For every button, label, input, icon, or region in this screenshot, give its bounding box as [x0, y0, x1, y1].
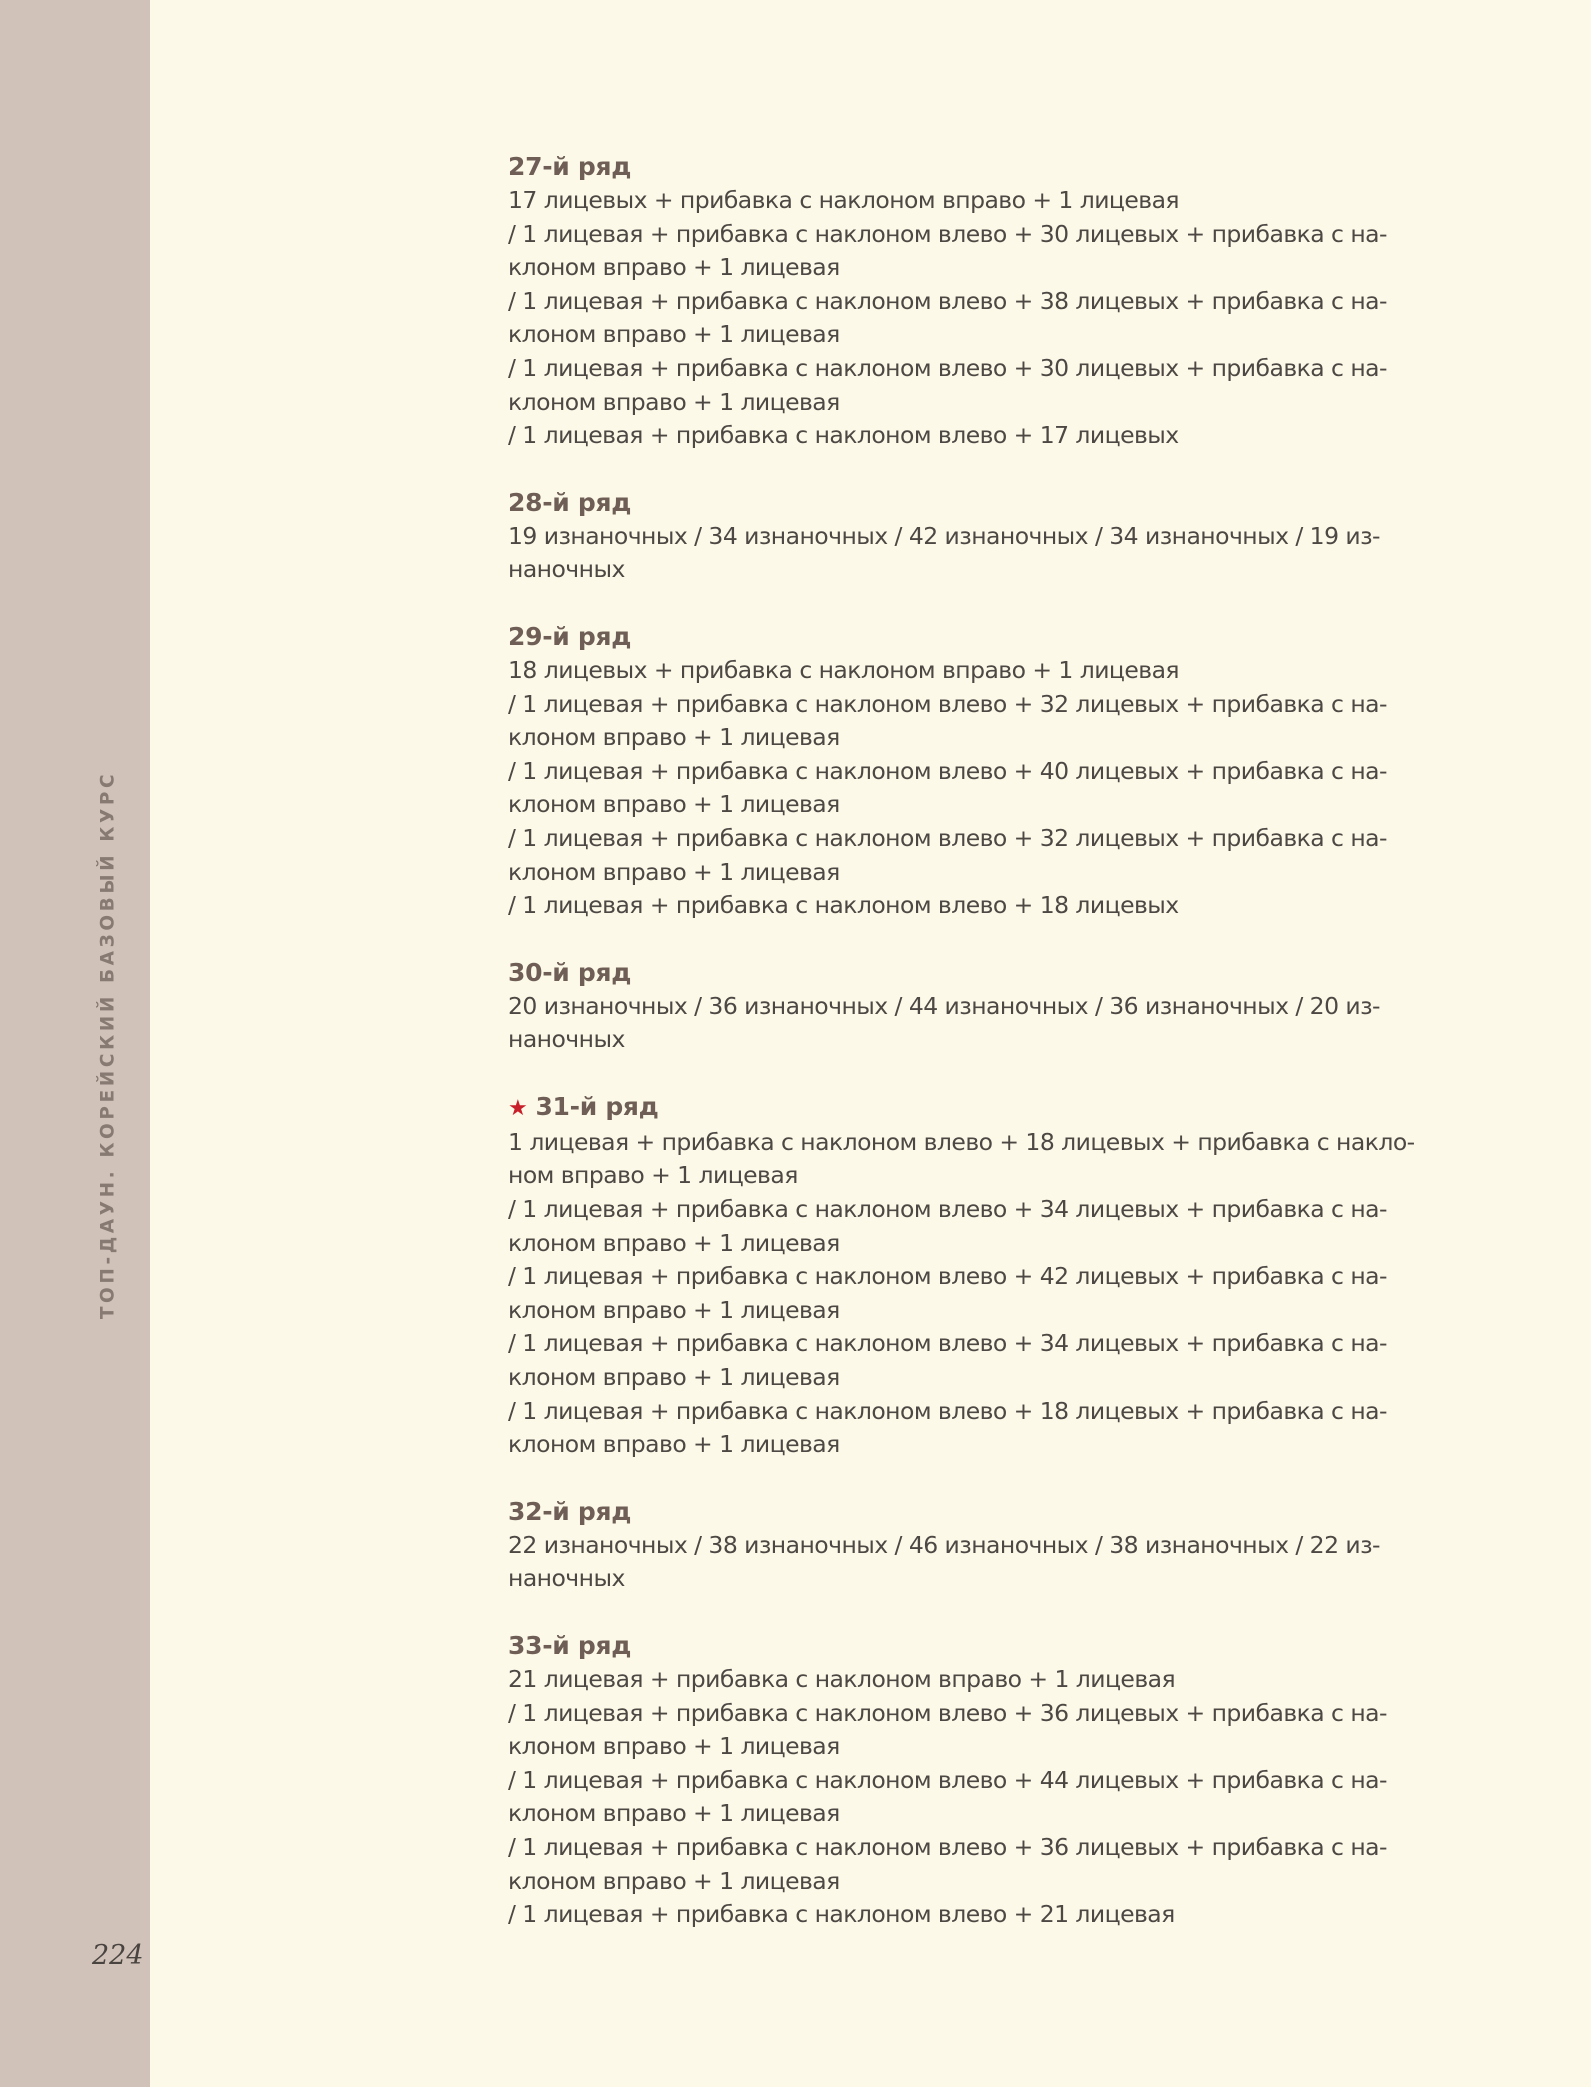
row-block: [508, 956, 1408, 1057]
instruction-line: / 1 лицевая + прибавка с наклоном влево + 17 лицевых: [508, 421, 1179, 450]
row-block: [508, 486, 1408, 587]
instruction-line: / 1 лицевая + прибавка с наклоном влево + 18 лицевых: [508, 891, 1179, 920]
instruction-line: / 1 лицевая + прибавка с наклоном влево + 32 лицевых + прибавка с на-: [508, 823, 1387, 852]
instruction-line: клоном вправо + 1 лицевая: [508, 253, 840, 282]
instruction-line: / 1 лицевая + прибавка с наклоном влево + 40 лицевых + прибавка с на-: [508, 756, 1387, 785]
row-title-text: 32-й ряд: [508, 1496, 632, 1526]
row-block: [508, 1629, 1408, 1932]
instruction-line: наночных: [508, 1025, 625, 1054]
instruction-line: / 1 лицевая + прибавка с наклоном влево + 42 лицевых + прибавка с на-: [508, 1262, 1387, 1291]
instruction-line: клоном вправо + 1 лицевая: [508, 723, 840, 752]
instruction-line: клоном вправо + 1 лицевая: [508, 1228, 840, 1257]
instruction-line: / 1 лицевая + прибавка с наклоном влево + 30 лицевых + прибавка с на-: [508, 219, 1387, 248]
page-number: 224: [92, 1940, 144, 1971]
instruction-line: клоном вправо + 1 лицевая: [508, 1430, 840, 1459]
instruction-line: клоном вправо + 1 лицевая: [508, 1295, 840, 1324]
instruction-line: клоном вправо + 1 лицевая: [508, 1363, 840, 1392]
running-title: ТОП-ДАУН. КОРЕЙСКИЙ БАЗОВЫЙ КУРС: [97, 770, 119, 1320]
instruction-line: / 1 лицевая + прибавка с наклоном влево + 18 лицевых + прибавка с на-: [508, 1396, 1387, 1425]
row-title: [508, 1629, 1408, 1663]
instruction-line: 19 изнаночных / 34 изнаночных / 42 изнаночных / 34 изнаночных / 19 из-: [508, 521, 1380, 550]
page-sidebar: [0, 0, 150, 2087]
instruction-line: / 1 лицевая + прибавка с наклоном влево + 36 лицевых + прибавка с на-: [508, 1832, 1387, 1861]
instruction-line: наночных: [508, 1564, 625, 1593]
instruction-line: клоном вправо + 1 лицевая: [508, 1866, 840, 1895]
instruction-line: / 1 лицевая + прибавка с наклоном влево + 44 лицевых + прибавка с на-: [508, 1765, 1387, 1794]
instruction-line: / 1 лицевая + прибавка с наклоном влево + 36 лицевых + прибавка с на-: [508, 1698, 1387, 1727]
row-title: [508, 1495, 1408, 1529]
row-title: [508, 956, 1408, 990]
instruction-line: / 1 лицевая + прибавка с наклоном влево + 34 лицевых + прибавка с на-: [508, 1195, 1387, 1224]
row-title-text: 31-й ряд: [535, 1091, 659, 1121]
instruction-line: ном вправо + 1 лицевая: [508, 1161, 798, 1190]
row-title: [508, 620, 1408, 654]
instruction-line: 20 изнаночных / 36 изнаночных / 44 изнаночных / 36 изнаночных / 20 из-: [508, 991, 1380, 1020]
instruction-line: клоном вправо + 1 лицевая: [508, 1732, 840, 1761]
instruction-line: 17 лицевых + прибавка с наклоном вправо + 1 лицевая: [508, 186, 1180, 214]
row-block: [508, 1090, 1415, 1462]
row-title: [508, 150, 1408, 184]
row-title-text: 28-й ряд: [508, 487, 632, 517]
instruction-line: 1 лицевая + прибавка с наклоном влево + 18 лицевых + прибавка с накло-: [508, 1127, 1415, 1156]
instruction-line: / 1 лицевая + прибавка с наклоном влево + 21 лицевая: [508, 1900, 1175, 1929]
instruction-line: / 1 лицевая + прибавка с наклоном влево + 34 лицевых + прибавка с на-: [508, 1329, 1387, 1358]
star-icon: ★: [508, 1095, 528, 1121]
row-title-text: 29-й ряд: [508, 621, 632, 651]
instruction-line: клоном вправо + 1 лицевая: [508, 387, 840, 416]
instruction-line: / 1 лицевая + прибавка с наклоном влево + 38 лицевых + прибавка с на-: [508, 286, 1387, 315]
row-title-text: 33-й ряд: [508, 1631, 632, 1660]
instruction-line: / 1 лицевая + прибавка с наклоном влево + 32 лицевых + прибавка с на-: [508, 689, 1387, 718]
row-block: [508, 1495, 1408, 1596]
row-block: [508, 620, 1408, 923]
row-title-text: 27-й ряд: [508, 152, 632, 181]
row-title: [508, 1090, 1408, 1126]
instruction-line: наночных: [508, 555, 625, 584]
instruction-line: клоном вправо + 1 лицевая: [508, 320, 840, 349]
instruction-line: / 1 лицевая + прибавка с наклоном влево + 30 лицевых + прибавка с на-: [508, 353, 1387, 382]
row-block: [508, 150, 1408, 453]
row-title-text: 30-й ряд: [508, 957, 632, 987]
instruction-line: 18 лицевых + прибавка с наклоном вправо + 1 лицевая: [508, 655, 1180, 684]
instruction-line: 21 лицевая + прибавка с наклоном вправо + 1 лицевая: [508, 1665, 1176, 1693]
row-title: [508, 486, 1408, 520]
instruction-line: клоном вправо + 1 лицевая: [508, 790, 840, 819]
instruction-line: 22 изнаночных / 38 изнаночных / 46 изнаночных / 38 изнаночных / 22 из-: [508, 1530, 1380, 1559]
pattern-instructions: [508, 150, 1415, 1965]
instruction-line: клоном вправо + 1 лицевая: [508, 1799, 840, 1828]
instruction-line: клоном вправо + 1 лицевая: [508, 857, 840, 886]
